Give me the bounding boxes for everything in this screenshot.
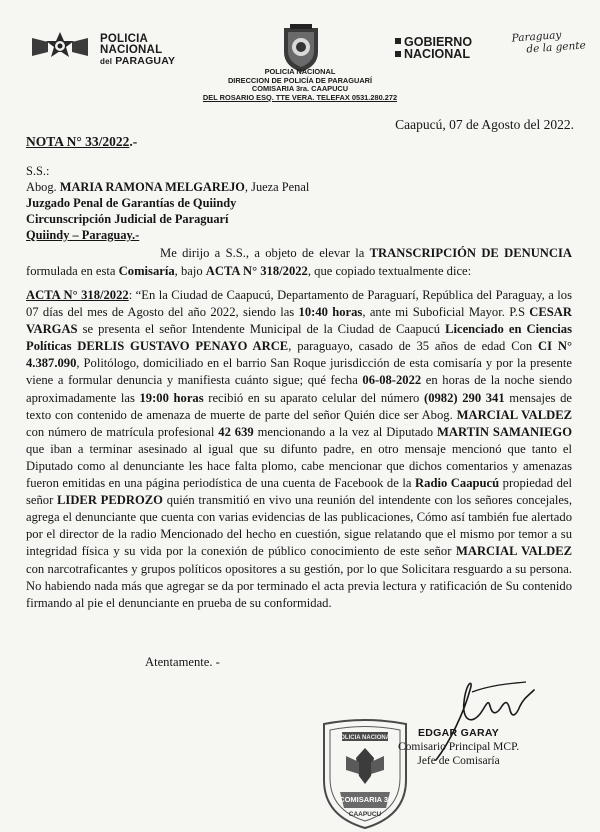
acta-text: , ante mi Suboficial Mayor. P.S: [362, 305, 530, 320]
stamp-top-text: POLICIA NACIONAL: [336, 735, 394, 741]
police-line-2: NACIONAL: [100, 44, 163, 56]
acta-bold: MARCIAL VALDEZ: [455, 544, 573, 559]
police-line-3: PARAGUAY: [115, 55, 176, 67]
recipient-block: [26, 163, 309, 243]
acta-bold: 06-08-2022: [362, 373, 422, 388]
acta-bold: (0982) 290 341: [424, 390, 505, 405]
intro-text: , bajo: [174, 264, 206, 278]
police-line-1: POLICIA: [100, 33, 149, 45]
stamp-line-2: CAAPUCU: [348, 811, 382, 818]
closing: Atentamente. -: [145, 655, 220, 669]
note-number-label: NOTA N° 33/2022: [26, 134, 130, 149]
recipient-place: Quiindy – Paraguay.-: [26, 228, 140, 242]
acta-text: : “En la Ciudad de Caapucú, Departamento de Paraguarí, República del Paraguay, a los 07 días del mes de Agosto del año 2022, siendo las: [26, 288, 572, 320]
police-line-3-prefix: del: [100, 57, 113, 66]
recipient-role: , Jueza Penal: [244, 180, 310, 194]
acta-text: que iban a terminar asesinado al igual que su difunto padre, en otro mensaje mencionó que tanto el Diputado como al denunciante les hace falta plomo, cabe mencionar que dichos comentarios y amenazas fueron emitidas en una página periodística de una cuenta de Facebook de la: [26, 441, 572, 491]
acta-bold: 42 639: [218, 424, 254, 439]
intro-bold-comisaria: Comisaría: [118, 264, 175, 278]
intro-text: , que copiado textualmente dice:: [307, 264, 472, 278]
gov-line-2: NACIONAL: [404, 47, 470, 61]
acta-bold: Licenciado en Ciencias Políticas DERLIS GUSTAVO PENAYO ARCE: [26, 322, 572, 354]
intro-paragraph: [26, 244, 572, 280]
acta-text: , Politólogo, domiciliado en el barrio San Roque jurisdicción de esta comisaría y por la presente viene a formular denuncia y manifiesta cuánto sigue; qué fecha: [26, 356, 572, 388]
address-line-4: DEL ROSARIO ESQ. TTE VERA. TELEFAX 0531.280.272: [202, 92, 398, 102]
acta-text: mencionando a la vez al Diputado: [253, 424, 437, 439]
slogan-line-2: de la gente: [526, 39, 587, 56]
slogan: [511, 27, 586, 56]
acta-text: propiedad del señor: [26, 476, 572, 508]
recipient-name-line: [26, 179, 309, 195]
acta-text: quién transmitió en vivo una reunión del intendente con los señores concejales, agrega el denunciante que cuenta con varias evidencias de las publicaciones, Cómo así también fue alertado por el director de la radio Mencionado del hecho en cuestión, sigue relatando que el mismo por temor a su integridad física y su vida por la conexión de público conocimiento de este señor: [26, 493, 572, 559]
acta-bold: CESAR VARGAS: [26, 305, 572, 337]
acta-bold: MARTIN SAMANIEGO: [436, 424, 572, 439]
stamp-line-1: COMISARIA 3ª: [339, 795, 391, 804]
square-bullet-icon: [395, 51, 401, 57]
recipient-title: Abog.: [26, 180, 57, 194]
acta-bold: 10:40 horas: [298, 305, 363, 320]
recipient-circumscription: Circunscripción Judicial de Paraguarí: [26, 212, 229, 226]
acta-text: con número de matrícula profesional: [26, 424, 219, 439]
signer-name: EDGAR GARAY: [417, 727, 500, 739]
acta-transcription: [26, 287, 572, 612]
address-line-2: DIRECCION DE POLICÍA DE PARAGUARÍ: [227, 75, 373, 85]
signer-post: Jefe de Comisaría: [417, 755, 500, 767]
letterhead: [0, 0, 600, 112]
acta-bold: Radio Caapucú: [415, 476, 500, 491]
acta-label: ACTA N° 318/2022: [26, 288, 129, 302]
government-logo: [395, 36, 472, 60]
acta-bold: 19:00 horas: [139, 390, 204, 405]
slogan-line-1: Paraguay: [511, 29, 562, 45]
note-number-suffix: .-: [129, 134, 138, 149]
signer-block: [398, 726, 519, 768]
police-logo-icon: [30, 30, 90, 64]
acta-bold: CI N° 4.387.090: [26, 339, 573, 371]
document-date: Caapucú, 07 de Agosto del 2022.: [395, 117, 574, 132]
square-bullet-icon: [395, 38, 401, 44]
note-number: [26, 134, 137, 150]
recipient-court: Juzgado Penal de Garantías de Quiindy: [26, 196, 237, 210]
intro-text: Me dirijo a S.S., a objeto de elevar la: [160, 246, 370, 260]
intro-bold-transcription: TRANSCRIPCIÓN DE DENUNCIA: [369, 246, 572, 260]
address-line-1: POLICIA NACIONAL: [264, 67, 336, 76]
gov-line-1: GOBIERNO: [404, 35, 473, 49]
address-line-3: COMISARIA 3ra. CAAPUCU: [251, 84, 349, 94]
acta-bold: MARCIAL VALDEZ: [456, 407, 572, 422]
institution-address: [0, 68, 600, 102]
intro-text: formulada en esta: [26, 264, 119, 278]
signer-rank: Comisario Principal MCP.: [398, 741, 520, 753]
acta-bold: LIDER PEDROZO: [57, 493, 163, 508]
intro-bold-acta: ACTA N° 318/2022: [205, 264, 308, 278]
acta-text: con narcotraficantes y grupos políticos opositores a su gestión, por lo que Solicitara resguardo a su persona. No habiendo nada más que agregar se da por terminado el acta previa lectura y ratificación de Su contenido firmando al pie el denunciante en prueba de su conformidad.: [26, 561, 572, 610]
police-name: [100, 34, 175, 67]
acta-text: mensajes de texto con contenido de amenaza de muerte de parte del señor Quién dice ser Abog.: [26, 390, 572, 422]
acta-text: en horas de la noche siendo aproximadamente las: [26, 373, 572, 405]
salutation: S.S.:: [26, 164, 50, 178]
acta-text: recibió en su aparato celular del número: [203, 390, 424, 405]
recipient-name: MARIA RAMONA MELGAREJO: [59, 180, 245, 194]
acta-text: se presenta el señor Intendente Municipal de la Ciudad de Caapucú: [77, 322, 446, 337]
acta-text: , paraguayo, casado de 35 años de edad Con: [288, 339, 539, 354]
